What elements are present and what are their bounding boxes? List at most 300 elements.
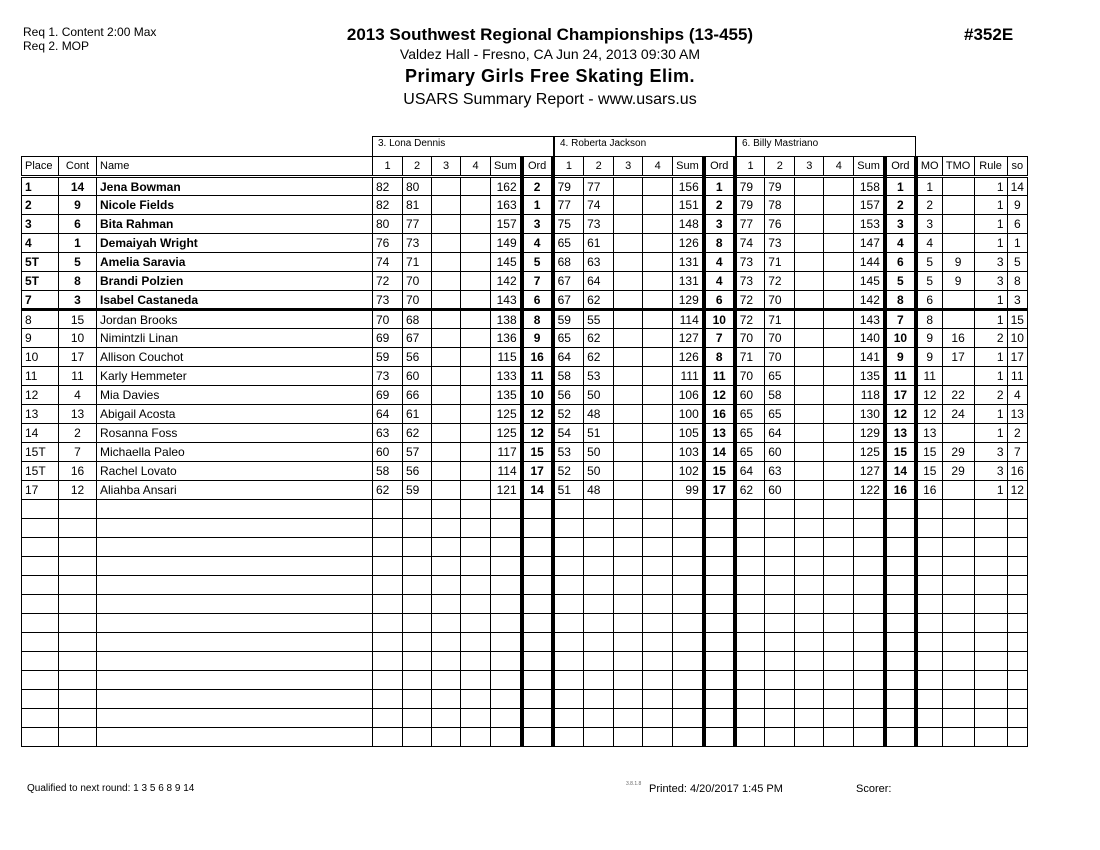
judge2-score-3 <box>614 234 643 253</box>
empty-cell <box>491 500 522 519</box>
judge2-ordinal: 15 <box>704 462 735 481</box>
place-cell: 2 <box>22 196 59 215</box>
empty-cell <box>403 709 432 728</box>
empty-cell <box>614 690 643 709</box>
empty-cell <box>942 576 974 595</box>
empty-cell <box>584 728 614 747</box>
majority-ordinal: 15 <box>916 443 942 462</box>
empty-cell <box>735 633 765 652</box>
empty-cell <box>461 595 491 614</box>
table-row <box>22 177 1028 196</box>
judge2-score-sum: 114 <box>673 310 704 329</box>
empty-cell <box>1007 576 1027 595</box>
empty-cell <box>673 576 704 595</box>
judge1-score-1: 69 <box>373 386 403 405</box>
empty-cell <box>461 538 491 557</box>
judge3-score-sum: 140 <box>854 329 885 348</box>
judge1-score-sum: 138 <box>491 310 522 329</box>
table-row <box>22 462 1028 481</box>
judge2-ordinal: 1 <box>704 177 735 196</box>
contestant-number: 6 <box>59 215 97 234</box>
place-cell: 14 <box>22 424 59 443</box>
skater-name: Mia Davies <box>97 386 373 405</box>
col-j3-4: 4 <box>824 157 854 177</box>
empty-cell <box>643 652 673 671</box>
judge2-score-1: 79 <box>553 177 584 196</box>
judge3-ordinal: 7 <box>885 310 916 329</box>
empty-cell <box>553 557 584 576</box>
empty-cell <box>916 538 942 557</box>
judge3-score-sum: 145 <box>854 272 885 291</box>
judge1-score-2: 66 <box>403 386 432 405</box>
col-so: so <box>1007 157 1027 177</box>
judge1-ordinal: 9 <box>522 329 553 348</box>
empty-cell <box>765 728 795 747</box>
empty-cell <box>704 595 735 614</box>
start-order: 2 <box>1007 424 1027 443</box>
total-majority-ordinal: 29 <box>942 462 974 481</box>
col-j1-4: 4 <box>461 157 491 177</box>
col-rule: Rule <box>974 157 1007 177</box>
empty-cell <box>584 500 614 519</box>
judge3-ordinal: 4 <box>885 234 916 253</box>
judge2-score-sum: 106 <box>673 386 704 405</box>
judge1-score-4 <box>461 462 491 481</box>
empty-cell <box>765 500 795 519</box>
scorer-label: Scorer: <box>856 783 892 795</box>
judge-header-3: 6. Billy Mastriano <box>736 136 916 156</box>
empty-cell <box>373 633 403 652</box>
judge1-score-2: 77 <box>403 215 432 234</box>
rule-cell: 3 <box>974 253 1007 272</box>
place-cell: 17 <box>22 481 59 500</box>
empty-cell <box>491 557 522 576</box>
judge2-score-4 <box>643 405 673 424</box>
empty-cell <box>491 728 522 747</box>
majority-ordinal: 6 <box>916 291 942 310</box>
rule-cell: 1 <box>974 196 1007 215</box>
empty-cell <box>97 652 373 671</box>
empty-cell <box>824 728 854 747</box>
judge1-score-1: 62 <box>373 481 403 500</box>
judge3-score-3 <box>795 291 824 310</box>
judge1-score-3 <box>432 348 461 367</box>
judge1-score-2: 71 <box>403 253 432 272</box>
empty-cell <box>704 538 735 557</box>
judge1-score-3 <box>432 405 461 424</box>
empty-cell <box>614 709 643 728</box>
empty-cell <box>735 652 765 671</box>
judge1-score-sum: 145 <box>491 253 522 272</box>
rule-cell: 2 <box>974 386 1007 405</box>
col-j3-1: 1 <box>735 157 765 177</box>
judge3-score-sum: 143 <box>854 310 885 329</box>
judge3-score-3 <box>795 367 824 386</box>
empty-cell <box>885 538 916 557</box>
judge1-score-4 <box>461 310 491 329</box>
empty-cell <box>22 690 59 709</box>
requirement-1: Req 1. Content 2:00 Max <box>23 25 157 39</box>
empty-cell <box>97 576 373 595</box>
empty-cell <box>824 709 854 728</box>
empty-cell <box>765 671 795 690</box>
judge3-score-4 <box>824 329 854 348</box>
judge1-score-2: 81 <box>403 196 432 215</box>
empty-cell <box>916 595 942 614</box>
place-cell: 9 <box>22 329 59 348</box>
report-title: USARS Summary Report - www.usars.us <box>403 91 697 108</box>
judge2-score-3 <box>614 291 643 310</box>
judge3-score-3 <box>795 424 824 443</box>
judge2-score-2: 62 <box>584 291 614 310</box>
rule-cell: 1 <box>974 310 1007 329</box>
empty-cell <box>59 557 97 576</box>
judge2-score-2: 77 <box>584 177 614 196</box>
judge3-score-1: 74 <box>735 234 765 253</box>
judge3-score-2: 58 <box>765 386 795 405</box>
empty-cell <box>461 557 491 576</box>
software-version: 3.8.1.8 <box>626 781 642 787</box>
judge1-score-3 <box>432 196 461 215</box>
empty-cell <box>795 709 824 728</box>
judge1-score-3 <box>432 443 461 462</box>
judge1-score-sum: 125 <box>491 405 522 424</box>
judge3-score-4 <box>824 310 854 329</box>
judge3-score-3 <box>795 405 824 424</box>
empty-cell <box>584 614 614 633</box>
judge2-score-sum: 111 <box>673 367 704 386</box>
judge3-score-4 <box>824 481 854 500</box>
contestant-number: 8 <box>59 272 97 291</box>
empty-cell <box>854 519 885 538</box>
judge3-score-4 <box>824 443 854 462</box>
col-j3-2: 2 <box>765 157 795 177</box>
judge2-score-1: 51 <box>553 481 584 500</box>
judge1-score-3 <box>432 272 461 291</box>
table-row <box>22 196 1028 215</box>
empty-cell <box>522 519 553 538</box>
empty-cell <box>1007 728 1027 747</box>
empty-cell <box>704 557 735 576</box>
requirement-2: Req 2. MOP <box>23 39 90 53</box>
judge2-score-2: 63 <box>584 253 614 272</box>
empty-cell <box>432 709 461 728</box>
empty-cell <box>795 671 824 690</box>
empty-cell <box>614 671 643 690</box>
judge2-score-3 <box>614 462 643 481</box>
empty-cell <box>461 652 491 671</box>
empty-cell <box>795 557 824 576</box>
judge1-score-1: 60 <box>373 443 403 462</box>
empty-cell <box>584 709 614 728</box>
empty-cell <box>614 557 643 576</box>
start-order: 3 <box>1007 291 1027 310</box>
empty-cell <box>673 500 704 519</box>
empty-cell <box>522 595 553 614</box>
judge1-score-1: 73 <box>373 367 403 386</box>
total-majority-ordinal: 29 <box>942 443 974 462</box>
empty-cell <box>373 500 403 519</box>
empty-cell <box>432 652 461 671</box>
majority-ordinal: 3 <box>916 215 942 234</box>
judge2-score-2: 55 <box>584 310 614 329</box>
majority-ordinal: 8 <box>916 310 942 329</box>
judge1-score-4 <box>461 443 491 462</box>
empty-row <box>22 519 1028 538</box>
judge2-score-2: 74 <box>584 196 614 215</box>
judge3-score-1: 72 <box>735 291 765 310</box>
empty-cell <box>461 633 491 652</box>
majority-ordinal: 5 <box>916 272 942 291</box>
empty-cell <box>885 557 916 576</box>
judge3-score-1: 65 <box>735 443 765 462</box>
empty-cell <box>432 728 461 747</box>
majority-ordinal: 5 <box>916 253 942 272</box>
judge1-ordinal: 8 <box>522 310 553 329</box>
judge1-score-4 <box>461 196 491 215</box>
empty-cell <box>704 671 735 690</box>
judge3-score-1: 72 <box>735 310 765 329</box>
judge3-score-1: 65 <box>735 424 765 443</box>
col-j3-sum: Sum <box>854 157 885 177</box>
empty-cell <box>942 614 974 633</box>
empty-cell <box>942 538 974 557</box>
skater-name: Brandi Polzien <box>97 272 373 291</box>
total-majority-ordinal: 9 <box>942 253 974 272</box>
empty-cell <box>373 690 403 709</box>
empty-cell <box>373 557 403 576</box>
empty-cell <box>942 519 974 538</box>
empty-cell <box>522 576 553 595</box>
table-row <box>22 405 1028 424</box>
empty-cell <box>795 519 824 538</box>
judge3-score-2: 64 <box>765 424 795 443</box>
judge1-score-4 <box>461 291 491 310</box>
table-row <box>22 424 1028 443</box>
empty-cell <box>97 671 373 690</box>
empty-row <box>22 595 1028 614</box>
event-number: #352E <box>964 25 1014 44</box>
rule-cell: 1 <box>974 367 1007 386</box>
judge3-score-4 <box>824 177 854 196</box>
empty-cell <box>584 519 614 538</box>
empty-cell <box>22 709 59 728</box>
rule-cell: 2 <box>974 329 1007 348</box>
rule-cell: 1 <box>974 348 1007 367</box>
empty-row <box>22 500 1028 519</box>
judge2-score-2: 48 <box>584 481 614 500</box>
empty-cell <box>614 595 643 614</box>
empty-row <box>22 652 1028 671</box>
empty-cell <box>614 519 643 538</box>
majority-ordinal: 12 <box>916 386 942 405</box>
start-order: 13 <box>1007 405 1027 424</box>
empty-cell <box>673 728 704 747</box>
empty-cell <box>59 614 97 633</box>
place-cell: 1 <box>22 177 59 196</box>
place-cell: 3 <box>22 215 59 234</box>
empty-row <box>22 576 1028 595</box>
skater-name: Demaiyah Wright <box>97 234 373 253</box>
judge2-score-3 <box>614 196 643 215</box>
judge2-score-3 <box>614 253 643 272</box>
judge1-score-1: 80 <box>373 215 403 234</box>
skater-name: Rachel Lovato <box>97 462 373 481</box>
empty-cell <box>916 614 942 633</box>
empty-cell <box>614 614 643 633</box>
empty-cell <box>461 709 491 728</box>
empty-cell <box>403 671 432 690</box>
start-order: 8 <box>1007 272 1027 291</box>
skater-name: Allison Couchot <box>97 348 373 367</box>
empty-cell <box>491 614 522 633</box>
empty-cell <box>885 614 916 633</box>
empty-cell <box>584 671 614 690</box>
judge1-score-4 <box>461 386 491 405</box>
majority-ordinal: 12 <box>916 405 942 424</box>
empty-row <box>22 633 1028 652</box>
total-majority-ordinal <box>942 310 974 329</box>
judge1-score-4 <box>461 215 491 234</box>
judge2-score-1: 59 <box>553 310 584 329</box>
empty-cell <box>885 728 916 747</box>
empty-cell <box>522 709 553 728</box>
skater-name: Nimintzli Linan <box>97 329 373 348</box>
judge1-ordinal: 4 <box>522 234 553 253</box>
judge2-score-3 <box>614 367 643 386</box>
judge3-ordinal: 11 <box>885 367 916 386</box>
empty-cell <box>403 538 432 557</box>
empty-cell <box>1007 519 1027 538</box>
empty-cell <box>403 633 432 652</box>
judge3-score-sum: 157 <box>854 196 885 215</box>
contestant-number: 16 <box>59 462 97 481</box>
empty-cell <box>854 500 885 519</box>
empty-cell <box>643 500 673 519</box>
empty-cell <box>974 652 1007 671</box>
judge1-score-4 <box>461 481 491 500</box>
empty-cell <box>942 671 974 690</box>
empty-cell <box>553 690 584 709</box>
judge3-score-sum: 122 <box>854 481 885 500</box>
empty-cell <box>97 500 373 519</box>
empty-cell <box>885 652 916 671</box>
judge3-score-sum: 153 <box>854 215 885 234</box>
judge3-score-sum: 125 <box>854 443 885 462</box>
col-j2-3: 3 <box>614 157 643 177</box>
judge1-score-4 <box>461 405 491 424</box>
judge3-ordinal: 14 <box>885 462 916 481</box>
judge3-score-2: 60 <box>765 443 795 462</box>
judge2-score-3 <box>614 424 643 443</box>
table-row <box>22 310 1028 329</box>
empty-cell <box>522 538 553 557</box>
empty-cell <box>97 595 373 614</box>
empty-cell <box>1007 652 1027 671</box>
empty-cell <box>22 671 59 690</box>
judge2-score-1: 53 <box>553 443 584 462</box>
judge1-ordinal: 12 <box>522 405 553 424</box>
judge3-score-4 <box>824 196 854 215</box>
judge3-score-4 <box>824 367 854 386</box>
col-cont: Cont <box>59 157 97 177</box>
judge1-score-3 <box>432 310 461 329</box>
empty-cell <box>522 614 553 633</box>
empty-cell <box>584 576 614 595</box>
majority-ordinal: 13 <box>916 424 942 443</box>
col-j3-3: 3 <box>795 157 824 177</box>
judge3-score-1: 73 <box>735 253 765 272</box>
judge2-score-sum: 126 <box>673 234 704 253</box>
empty-cell <box>824 690 854 709</box>
col-j1-ord: Ord <box>522 157 553 177</box>
empty-cell <box>643 614 673 633</box>
judge2-score-sum: 105 <box>673 424 704 443</box>
empty-cell <box>491 633 522 652</box>
judge3-score-2: 79 <box>765 177 795 196</box>
judge3-score-sum: 142 <box>854 291 885 310</box>
judge2-score-3 <box>614 405 643 424</box>
judge1-score-2: 70 <box>403 291 432 310</box>
empty-cell <box>824 633 854 652</box>
empty-cell <box>522 500 553 519</box>
contestant-number: 2 <box>59 424 97 443</box>
empty-cell <box>824 671 854 690</box>
empty-cell <box>373 538 403 557</box>
place-cell: 5T <box>22 272 59 291</box>
empty-cell <box>522 671 553 690</box>
contestant-number: 14 <box>59 177 97 196</box>
skater-name: Jena Bowman <box>97 177 373 196</box>
empty-cell <box>704 690 735 709</box>
empty-row <box>22 690 1028 709</box>
empty-cell <box>974 595 1007 614</box>
empty-cell <box>942 690 974 709</box>
empty-cell <box>522 557 553 576</box>
total-majority-ordinal <box>942 367 974 386</box>
empty-cell <box>97 633 373 652</box>
empty-row <box>22 709 1028 728</box>
judge3-score-3 <box>795 310 824 329</box>
judge2-score-2: 73 <box>584 215 614 234</box>
empty-cell <box>765 576 795 595</box>
empty-cell <box>885 690 916 709</box>
results-table <box>21 156 1028 747</box>
empty-cell <box>765 519 795 538</box>
empty-cell <box>432 633 461 652</box>
venue-date: Valdez Hall - Fresno, CA Jun 24, 2013 09:30 AM <box>399 46 701 62</box>
judge1-score-3 <box>432 177 461 196</box>
judge1-score-1: 70 <box>373 310 403 329</box>
empty-cell <box>974 671 1007 690</box>
judge2-score-sum: 148 <box>673 215 704 234</box>
empty-cell <box>704 709 735 728</box>
empty-cell <box>704 500 735 519</box>
start-order: 17 <box>1007 348 1027 367</box>
skater-name: Jordan Brooks <box>97 310 373 329</box>
judge2-score-sum: 127 <box>673 329 704 348</box>
judge3-score-1: 73 <box>735 272 765 291</box>
judge1-score-sum: 125 <box>491 424 522 443</box>
col-place: Place <box>22 157 59 177</box>
judge1-score-3 <box>432 291 461 310</box>
judge2-score-4 <box>643 348 673 367</box>
place-cell: 4 <box>22 234 59 253</box>
empty-cell <box>432 557 461 576</box>
col-j2-sum: Sum <box>673 157 704 177</box>
empty-cell <box>673 519 704 538</box>
empty-cell <box>403 595 432 614</box>
